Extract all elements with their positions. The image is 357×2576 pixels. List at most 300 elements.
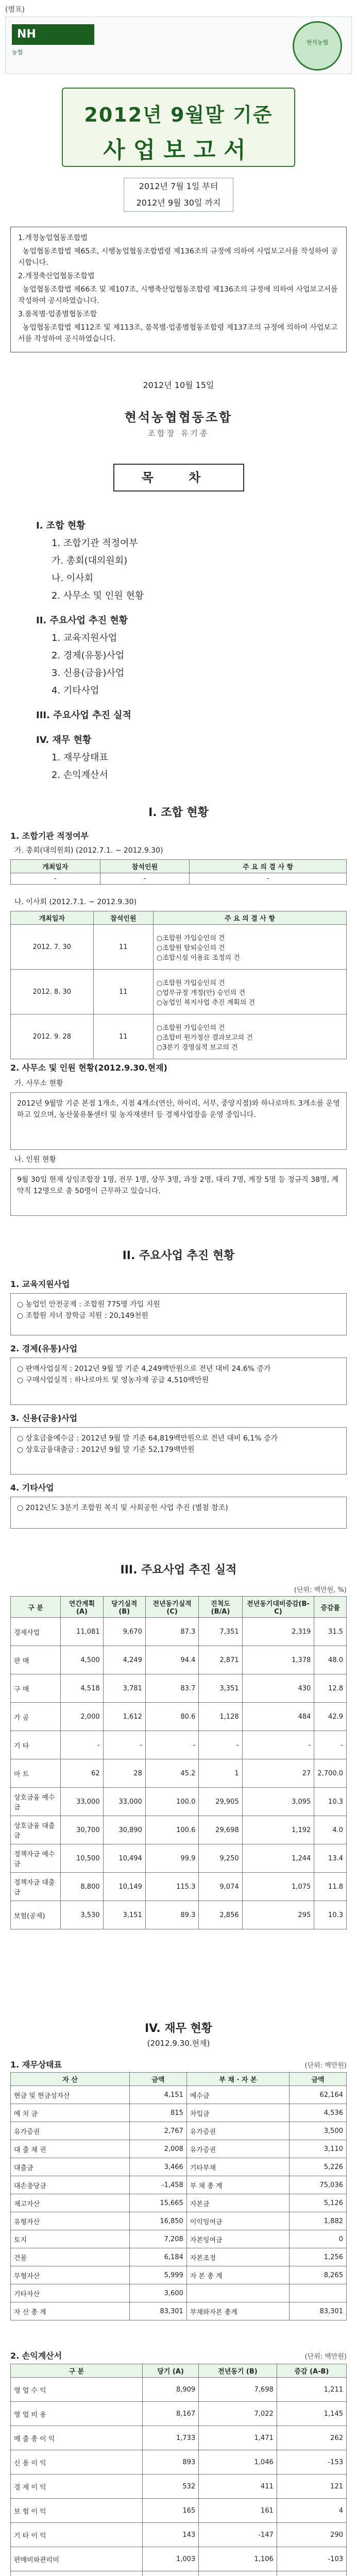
- table-cell: -147: [199, 2523, 277, 2547]
- office-status-box: 2012년 9월말 기준 본점 1개소, 지점 4개소(연산, 하이리, 서부, 중앙지점)와 하나로마트 3개소를 운영하고 있으며, 농산물유통센터 및 농자재센터 등 경제사업장을 운영 중입니다.: [10, 1092, 347, 1150]
- table-cell: 11: [93, 925, 153, 970]
- table-cell: 2,000: [61, 1703, 103, 1731]
- header-banner: [5, 16, 352, 74]
- toc-item: 1. 재무상태표: [52, 752, 108, 763]
- table-cell: 3,600: [129, 2284, 186, 2302]
- table-cell: 기 타 이 익: [11, 2523, 143, 2547]
- table-cell: 자본조정: [186, 2248, 289, 2266]
- education-support-box: ○ 농업인 안전공제 : 조합원 775명 가입 지원 ○ 조합원 자녀 장학금 지원 : 20,149천원: [10, 1293, 347, 1335]
- column-header: 당기 (A): [142, 2364, 198, 2378]
- table-cell: 경 제 이 익: [11, 2475, 143, 2499]
- table-row: [11, 1901, 347, 1929]
- table-cell: 이익잉여금: [186, 2212, 289, 2230]
- table-cell: [277, 2571, 346, 2576]
- income-statement-title: 2. 손익계산서: [10, 2351, 62, 2361]
- table-cell: 2012. 8. 30: [11, 970, 94, 1014]
- other-business-box: ○ 2012년도 3분기 조합원 복지 및 사회공헌 사업 추진 (별첨 참조): [10, 1497, 347, 1529]
- table-cell: 2012. 7. 30: [11, 925, 94, 970]
- table-cell: 1,256: [290, 2248, 347, 2266]
- table-cell: 9,250: [199, 1844, 242, 1873]
- table-row: [11, 2547, 347, 2571]
- table-cell: 대 출 채 권: [11, 2140, 130, 2158]
- table-cell: 4: [277, 2499, 346, 2523]
- column-header: 참석인원: [100, 860, 190, 873]
- table-row: [11, 1788, 347, 1816]
- table-cell: 295: [242, 1901, 314, 1929]
- table-cell: 기타부채: [186, 2158, 289, 2176]
- table-cell: -: [100, 873, 190, 885]
- legal-basis-line: 2.개정축산업협동조합법: [18, 272, 95, 280]
- table-cell: [11, 2571, 143, 2576]
- table-row: [11, 970, 347, 1014]
- column-header: 금액: [290, 2073, 347, 2086]
- table-cell: 7,698: [199, 2378, 277, 2402]
- table-row: [11, 2104, 347, 2122]
- section1-sub2: 2. 사무소 및 인원 현황(2012.9.30.현재): [10, 1063, 167, 1073]
- table-cell: 기타자산: [11, 2284, 130, 2302]
- table-cell: 유가증권: [11, 2122, 130, 2140]
- table-cell: 33,000: [103, 1788, 145, 1816]
- table-row: [11, 1816, 347, 1844]
- cover-title-date: 2012년 9월말 기준: [84, 104, 273, 126]
- table-cell: 5,226: [290, 2158, 347, 2176]
- table-cell: 대손충당금: [11, 2176, 130, 2194]
- table-cell: 예수금: [186, 2086, 289, 2104]
- table-cell: 3,466: [129, 2158, 186, 2176]
- table-row: [11, 925, 347, 970]
- table-cell: 상호금융 예수금: [11, 1788, 61, 1816]
- table-cell: 기 타: [11, 1731, 61, 1759]
- table-row: [11, 1844, 347, 1873]
- table-row: [11, 2426, 347, 2450]
- table-cell: 42.9: [314, 1703, 347, 1731]
- section3-unit: (단위: 백만원, %): [294, 1586, 347, 1594]
- section1-title: I. 조합 현황: [148, 806, 209, 819]
- attachment-tag: (별표): [5, 6, 25, 14]
- table-row: [11, 2284, 347, 2302]
- column-header: 개최일자: [11, 911, 94, 925]
- table-cell: 80.6: [145, 1703, 199, 1731]
- balance-sheet-unit: (단위: 백만원): [304, 2062, 347, 2070]
- table-cell: 0: [290, 2230, 347, 2248]
- toc-item: 2. 사무소 및 인원 현황: [52, 590, 144, 601]
- table-cell: 27: [242, 1759, 314, 1788]
- table-cell: 10,149: [103, 1873, 145, 1901]
- table-row: [11, 1014, 347, 1059]
- table-cell: 2,008: [129, 2140, 186, 2158]
- table-cell: 자 산 총 계: [11, 2302, 130, 2320]
- table-cell: 10,494: [103, 1844, 145, 1873]
- table-cell: 1,471: [199, 2426, 277, 2450]
- table-cell: 48.0: [314, 1646, 347, 1674]
- table-cell: 예 치 금: [11, 2104, 130, 2122]
- table-cell: 4,536: [290, 2104, 347, 2122]
- table-row: [11, 1618, 347, 1646]
- table-cell: 290: [277, 2523, 346, 2547]
- table-cell: 75,036: [290, 2176, 347, 2194]
- table-cell: 13.4: [314, 1844, 347, 1873]
- table-cell: 4,518: [61, 1674, 103, 1703]
- table-cell: 484: [242, 1703, 314, 1731]
- table-cell: 30,700: [61, 1816, 103, 1844]
- table-header-row: [11, 911, 347, 925]
- table-cell: 2,319: [242, 1618, 314, 1646]
- table-cell: -: [190, 873, 347, 885]
- income-statement-table: [10, 2364, 347, 2576]
- column-header: 주 요 의 결 사 항: [190, 860, 347, 873]
- table-cell: 유가증권: [186, 2140, 289, 2158]
- column-header: 참석인원: [93, 911, 153, 925]
- column-header: 부 채 · 자 본: [186, 2073, 289, 2086]
- table-cell: 100.0: [145, 1788, 199, 1816]
- table-cell: 8,167: [142, 2402, 198, 2426]
- legal-basis-line: 농업협동조합법 제112조 및 제113조, 품목별·업종별협동조합령 제137조의 규정에 의하여 사업보고서를 작성하여 공시하였습니다.: [18, 324, 338, 343]
- table-cell: 7,208: [129, 2230, 186, 2248]
- assembly-table: [10, 859, 347, 885]
- table-cell: 62,164: [290, 2086, 347, 2104]
- table-cell: -: [242, 1731, 314, 1759]
- table-cell: 7,022: [199, 2402, 277, 2426]
- table-cell: 83.7: [145, 1674, 199, 1703]
- column-header: 증감률: [314, 1597, 347, 1618]
- toc-heading: IV. 재무 현황: [36, 735, 92, 745]
- economic-business-box: ○ 판매사업실적 : 2012년 9월 말 기준 4,249백만원으로 전년 대비 24.6% 증가 ○ 구매사업실적 : 하나로마트 및 영농자재 공급 4,510백만원: [10, 1358, 347, 1405]
- table-cell: 가 공: [11, 1703, 61, 1731]
- table-cell: 83,301: [290, 2302, 347, 2320]
- table-cell: -: [314, 1731, 347, 1759]
- table-cell: 1: [199, 1759, 242, 1788]
- credit-business-box: ○ 상호금융예수금 : 2012년 9월 말 기준 64,819백만원으로 전년 대비 6,1% 증가 ○ 상호금융대출금 : 2012년 9월 말 기준 52,179백만원: [10, 1427, 347, 1475]
- table-cell: -1,458: [129, 2176, 186, 2194]
- table-cell: 1,244: [242, 1844, 314, 1873]
- table-cell: 자본잉여금: [186, 2230, 289, 2248]
- table-cell: 토지: [11, 2230, 130, 2248]
- table-row: [11, 2499, 347, 2523]
- table-row: [11, 2475, 347, 2499]
- toc-heading: II. 주요사업 추진 현황: [36, 615, 128, 626]
- table-cell: 89.3: [145, 1901, 199, 1929]
- table-header-row: [11, 1597, 347, 1618]
- representative: 조합장 유기종: [147, 429, 210, 438]
- table-cell: 83,301: [129, 2302, 186, 2320]
- table-cell: -: [199, 1731, 242, 1759]
- table-row: [11, 1731, 347, 1759]
- table-cell: 3,151: [103, 1901, 145, 1929]
- table-cell: 신 용 이 익: [11, 2450, 143, 2475]
- table-cell: 마 트: [11, 1759, 61, 1788]
- table-cell: 1,106: [199, 2547, 277, 2571]
- table-row: [11, 2302, 347, 2320]
- table-cell: 94.4: [145, 1646, 199, 1674]
- table-cell: 매 출 총 이 익: [11, 2426, 143, 2450]
- toc-title: 목 차: [113, 464, 244, 492]
- table-row: [11, 2212, 347, 2230]
- table-cell: 262: [277, 2426, 346, 2450]
- table-cell: -: [103, 1731, 145, 1759]
- table-cell: 121: [277, 2475, 346, 2499]
- legal-basis-box: [10, 227, 347, 352]
- section2-sub3: 3. 신용(금융)사업: [10, 1413, 78, 1423]
- period-to: 2012년 9월 30일 까지: [136, 198, 221, 208]
- table-cell: 1,211: [277, 2378, 346, 2402]
- table-cell: 33,000: [61, 1788, 103, 1816]
- table-cell: 100.6: [145, 1816, 199, 1844]
- cover-title-box: [62, 88, 295, 167]
- table-cell: 자본금: [186, 2194, 289, 2212]
- column-header: 구 분: [11, 1597, 61, 1618]
- table-cell: 정책자금 예수금: [11, 1844, 61, 1873]
- table-cell: 3,351: [199, 1674, 242, 1703]
- table-cell: 10.3: [314, 1788, 347, 1816]
- table-cell: 차입금: [186, 2104, 289, 2122]
- table-cell: 411: [199, 2475, 277, 2499]
- table-cell: 3,500: [290, 2122, 347, 2140]
- table-cell: 4.0: [314, 1816, 347, 1844]
- table-row: [11, 2086, 347, 2104]
- section2-sub1: 1. 교육지원사업: [10, 1279, 70, 1289]
- table-cell: 1,128: [199, 1703, 242, 1731]
- table-header-row: [11, 2364, 347, 2378]
- income-statement-unit: (단위: 백만원): [304, 2353, 347, 2361]
- table-cell: 정책자금 대출금: [11, 1873, 61, 1901]
- legal-basis-line: 농업협동조합법 제66조 및 제107조, 시행축산업협동조합령 제136조의 규정에 의하여 사업보고서를 작성하여 공시하였습니다.: [18, 285, 341, 305]
- table-cell: 430: [242, 1674, 314, 1703]
- column-header: 당기실적(B): [103, 1597, 145, 1618]
- table-cell: 영 업 수 익: [11, 2378, 143, 2402]
- table-cell: 2,871: [199, 1646, 242, 1674]
- table-row: [11, 2523, 347, 2547]
- table-cell: 11.8: [314, 1873, 347, 1901]
- table-cell: 11,081: [61, 1618, 103, 1646]
- toc-item: 2. 손익계산서: [52, 770, 108, 781]
- table-cell: 815: [129, 2104, 186, 2122]
- table-cell: 31.5: [314, 1618, 347, 1646]
- table-cell: 1,378: [242, 1646, 314, 1674]
- table-row: [11, 1759, 347, 1788]
- table-cell: 2012. 9. 28: [11, 1014, 94, 1059]
- table-cell: 영 업 비 용: [11, 2402, 143, 2426]
- table-cell: 4,249: [103, 1646, 145, 1674]
- table-cell: 판매비와관리비: [11, 2547, 143, 2571]
- table-row: [11, 2122, 347, 2140]
- table-cell: 현금 및 현금성자산: [11, 2086, 130, 2104]
- table-cell: 143: [142, 2523, 198, 2547]
- org-name: 현석농협협동조합: [124, 410, 233, 425]
- table-cell: 1,046: [199, 2450, 277, 2475]
- table-cell: 16,850: [129, 2212, 186, 2230]
- table-cell: 7,351: [199, 1618, 242, 1646]
- cover-title-main: 사업보고서: [103, 137, 254, 163]
- table-row: [11, 2571, 347, 2576]
- table-cell: [199, 2571, 277, 2576]
- toc-item: 2. 경제(유통)사업: [52, 650, 125, 661]
- table-row: [11, 2266, 347, 2284]
- nh-logo: NH: [12, 24, 94, 45]
- table-cell: -153: [277, 2450, 346, 2475]
- table-cell: 10,500: [61, 1844, 103, 1873]
- table-cell: 2,767: [129, 2122, 186, 2140]
- table-cell: 29,698: [199, 1816, 242, 1844]
- table-cell: 구 매: [11, 1674, 61, 1703]
- table-cell: 11: [93, 970, 153, 1014]
- section1-sub1a: 가. 총회(대의원회) (2012.7.1. ~ 2012.9.30): [14, 846, 163, 855]
- table-cell: 3,110: [290, 2140, 347, 2158]
- table-row: [11, 2158, 347, 2176]
- table-cell: 11: [93, 1014, 153, 1059]
- toc-item: 나. 이사회: [52, 573, 93, 584]
- table-cell: 15,665: [129, 2194, 186, 2212]
- table-cell: -: [145, 1731, 199, 1759]
- table-cell: ○조합원 가입승인의 건 ○업무규정 개정(안) 승인의 건 ○농업인 복지사업 추진 계획의 건: [153, 970, 346, 1014]
- column-header: 연간계획(A): [61, 1597, 103, 1618]
- table-cell: 유가증권: [186, 2122, 289, 2140]
- table-cell: 165: [142, 2499, 198, 2523]
- toc-item: 1. 조합기관 적정여부: [52, 538, 138, 549]
- section3-title: III. 주요사업 추진 실적: [120, 1564, 237, 1577]
- table-cell: 45.2: [145, 1759, 199, 1788]
- table-row: [11, 2176, 347, 2194]
- table-row: [11, 2402, 347, 2426]
- table-cell: 보험(공제): [11, 1901, 61, 1929]
- table-cell: 건물: [11, 2248, 130, 2266]
- section4-title: IV. 재무 현황: [144, 2022, 213, 2035]
- table-cell: [290, 2284, 347, 2302]
- column-header: 개최일자: [11, 860, 100, 873]
- table-cell: 893: [142, 2450, 198, 2475]
- table-row: [11, 2140, 347, 2158]
- table-cell: 161: [199, 2499, 277, 2523]
- table-cell: 115.3: [145, 1873, 199, 1901]
- table-cell: 9,074: [199, 1873, 242, 1901]
- section2-sub4: 4. 기타사업: [10, 1483, 54, 1493]
- table-cell: [142, 2571, 198, 2576]
- table-cell: 99.9: [145, 1844, 199, 1873]
- table-cell: 532: [142, 2475, 198, 2499]
- table-cell: 무형자산: [11, 2266, 130, 2284]
- column-header: 진척도(B/A): [199, 1597, 242, 1618]
- toc-heading: III. 주요사업 추진 실적: [36, 710, 131, 721]
- table-cell: ○조합원 가입승인의 건 ○조합비 원가정산 결과보고의 건 ○3분기 경영실적 보고의 건: [153, 1014, 346, 1059]
- report-date: 2012년 10월 15일: [143, 380, 214, 390]
- table-row: [11, 1646, 347, 1674]
- table-cell: 1,003: [142, 2547, 198, 2571]
- table-cell: 87.3: [145, 1618, 199, 1646]
- toc-item: 1. 교육지원사업: [52, 633, 117, 643]
- table-cell: 2,856: [199, 1901, 242, 1929]
- performance-table: [10, 1596, 347, 1929]
- table-cell: 4,500: [61, 1646, 103, 1674]
- table-cell: 판 매: [11, 1646, 61, 1674]
- table-cell: 자 본 총 계: [186, 2266, 289, 2284]
- table-cell: 62: [61, 1759, 103, 1788]
- table-cell: 5,126: [290, 2194, 347, 2212]
- table-row: [11, 873, 347, 885]
- table-cell: -103: [277, 2547, 346, 2571]
- toc-item: 3. 신용(금융)사업: [52, 668, 125, 679]
- table-cell: 1,733: [142, 2426, 198, 2450]
- table-header-row: [11, 2073, 347, 2086]
- table-cell: 상호금융 대출금: [11, 1816, 61, 1844]
- section1-sub2b: 나. 인원 현황: [14, 1156, 56, 1164]
- column-header: 전년동기대비증감(B-C): [242, 1597, 314, 1618]
- table-cell: 부 채 총 계: [186, 2176, 289, 2194]
- table-cell: 8,800: [61, 1873, 103, 1901]
- column-header: 증감 (A-B): [277, 2364, 346, 2378]
- table-cell: 6,184: [129, 2248, 186, 2266]
- column-header: 금액: [129, 2073, 186, 2086]
- table-cell: 대출금: [11, 2158, 130, 2176]
- table-cell: 보 험 이 익: [11, 2499, 143, 2523]
- table-row: [11, 1703, 347, 1731]
- toc-item: 4. 기타사업: [52, 685, 99, 696]
- table-cell: 3,095: [242, 1788, 314, 1816]
- table-row: [11, 2248, 347, 2266]
- table-cell: 8,909: [142, 2378, 198, 2402]
- table-cell: ○조합원 가입승인의 건 ○조합원 탈퇴승인의 건 ○조합시설 이용료 조정의 건: [153, 925, 346, 970]
- coop-emblem-icon: 현석농협: [293, 21, 342, 71]
- section2-title: II. 주요사업 추진 현황: [122, 1249, 235, 1262]
- table-cell: 유형자산: [11, 2212, 130, 2230]
- section2-sub2: 2. 경제(유통)사업: [10, 1344, 78, 1353]
- table-cell: 2,700.0: [314, 1759, 347, 1788]
- period-from: 2012년 7월 1일 부터: [139, 181, 218, 191]
- table-row: [11, 2450, 347, 2475]
- balance-sheet-table: [10, 2072, 347, 2320]
- table-cell: 4,151: [129, 2086, 186, 2104]
- table-cell: 부채와자본 총계: [186, 2302, 289, 2320]
- table-cell: 경제사업: [11, 1618, 61, 1646]
- table-row: [11, 2230, 347, 2248]
- column-header: 전년동기실적(C): [145, 1597, 199, 1618]
- table-cell: 1,192: [242, 1816, 314, 1844]
- table-cell: 3,781: [103, 1674, 145, 1703]
- table-cell: 재고자산: [11, 2194, 130, 2212]
- section1-sub1: 1. 조합기관 적정여부: [10, 831, 89, 841]
- legal-basis-line: 1.개정농업협동조합법: [18, 234, 88, 242]
- section4-date: (2012.9.30.현재): [147, 2039, 210, 2048]
- column-header: 구 분: [11, 2364, 143, 2378]
- table-cell: -: [61, 1731, 103, 1759]
- table-header-row: [11, 860, 347, 873]
- table-cell: 1,612: [103, 1703, 145, 1731]
- report-period: [124, 178, 233, 212]
- table-cell: 1,145: [277, 2402, 346, 2426]
- table-of-contents: [36, 510, 321, 784]
- table-cell: 1,075: [242, 1873, 314, 1901]
- column-header: 주 요 의 결 사 항: [153, 911, 346, 925]
- table-cell: 5,999: [129, 2266, 186, 2284]
- table-cell: 8,265: [290, 2266, 347, 2284]
- table-cell: 12.8: [314, 1674, 347, 1703]
- table-cell: 3,530: [61, 1901, 103, 1929]
- board-table: [10, 911, 347, 1059]
- staff-status-box: 9월 30일 현재 상임조합장 1명, 전무 1명, 상무 3명, 과장 2명, 대리 7명, 계장 5명 등 정규직 38명, 계약직 12명으로 총 50명이 근무하고 있습니다.: [10, 1168, 347, 1216]
- table-cell: 10.3: [314, 1901, 347, 1929]
- table-cell: 29,905: [199, 1788, 242, 1816]
- table-row: [11, 1674, 347, 1703]
- balance-sheet-title: 1. 재무상태표: [10, 2060, 62, 2070]
- section1-sub2a: 가. 사무소 현황: [14, 1079, 63, 1088]
- table-cell: 1,882: [290, 2212, 347, 2230]
- table-row: [11, 2194, 347, 2212]
- logo-subtext: 농협: [12, 49, 23, 56]
- table-cell: [186, 2284, 289, 2302]
- table-row: [11, 1873, 347, 1901]
- column-header: 자 산: [11, 2073, 130, 2086]
- toc-heading: I. 조합 현황: [36, 520, 86, 531]
- table-row: [11, 2378, 347, 2402]
- table-cell: 30,890: [103, 1816, 145, 1844]
